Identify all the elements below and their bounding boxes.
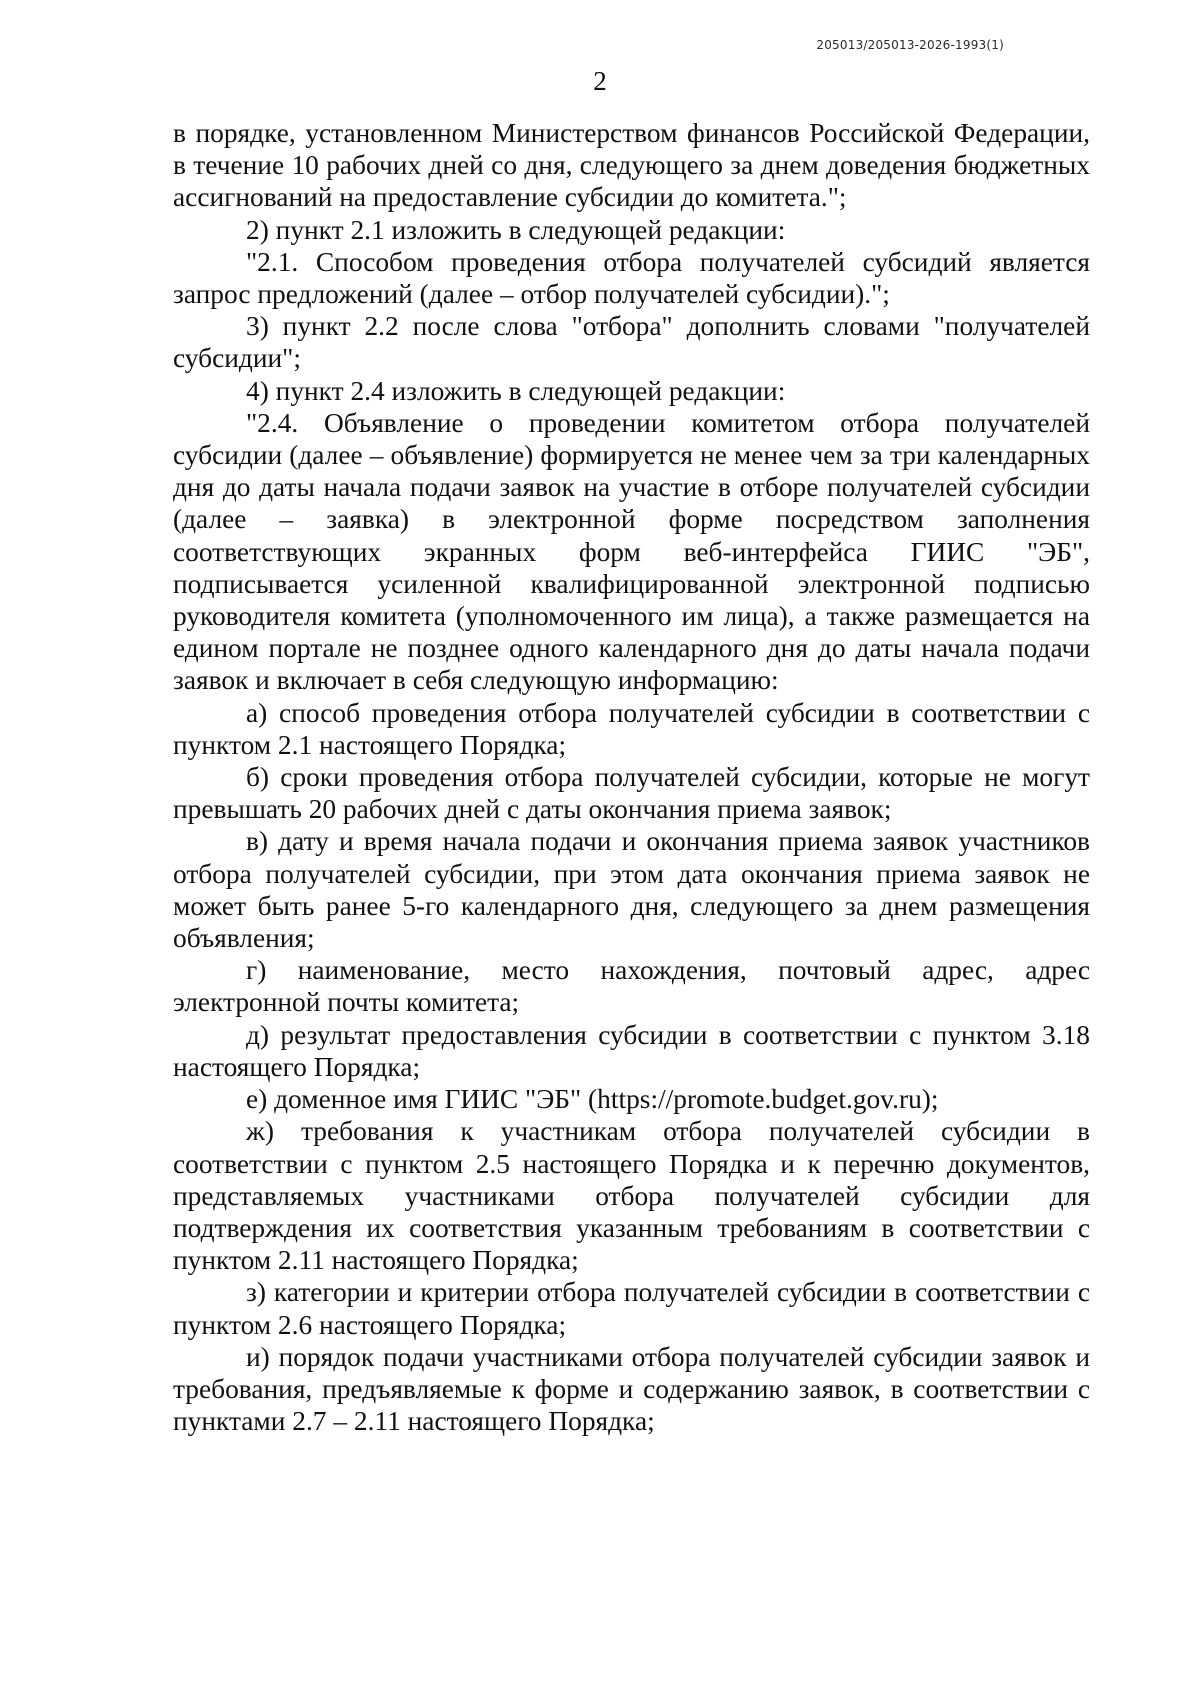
paragraph-continuation: в порядке, установленном Министерством финансов Российской Федерации, в течение 10 рабочих дней со дня, следующего за днем доведения бюджетных ассигнований на предоставление субсидии до комитета."; [173,118,1090,213]
list-item-v: в) дату и время начала подачи и окончания приема заявок участников отбора получателей субсидии, при этом дата окончания приема заявок не может быть ранее 5-го календарного дня, следующего за днем размещения объявления; [173,826,1090,954]
list-item-d: д) результат предоставления субсидии в соответствии с пунктом 3.18 настоящего Порядка; [173,1019,1090,1082]
list-item-zh: ж) требования к участникам отбора получателей субсидии в соответствии с пунктом 2.5 настоящего Порядка и к перечню документов, представляемых участниками отбора получателей субсидии для подтверждения их соответствия указанным требованиям в соответствии с пунктом 2.11 настоящего Порядка; [173,1116,1090,1276]
document-registration-code: 205013/205013-2026-1993(1) [816,38,1004,52]
document-body [173,117,1090,1437]
list-item-a: а) способ проведения отбора получателей субсидии в соответствии с пунктом 2.1 настоящего Порядка; [173,697,1090,760]
list-item-g: г) наименование, место нахождения, почтовый адрес, адрес электронной почты комитета; [173,955,1090,1018]
page-number: 2 [593,66,607,96]
list-item-b: б) сроки проведения отбора получателей субсидии, которые не могут превышать 20 рабочих дней с даты окончания приема заявок; [173,762,1090,825]
paragraph-clause-2-1: "2.1. Способом проведения отбора получателей субсидий является запрос предложений (далее – отбор получателей субсидии)."; [173,246,1090,310]
paragraph-item-4: 4) пункт 2.4 изложить в следующей редакции: [246,375,786,406]
paragraph-clause-2-4: "2.4. Объявление о проведении комитетом отбора получателей субсидии (далее – объявление) формируется не менее чем за три календарных дня до даты начала подачи заявок на участие в отборе получателей субсидии (далее – заявка) в электронной форме посредством заполнения соответствующих экранных форм веб-интерфейса ГИИС "ЭБ", подписывается усиленной квалифицированной электронной подписью руководителя комитета (уполномоченного им лица), а также размещается на едином портале не позднее одного календарного дня до даты начала подачи заявок и включает в себя следующую информацию: [173,407,1090,696]
paragraph-item-3: 3) пункт 2.2 после слова "отбора" дополнить словами "получателей субсидии"; [173,311,1090,374]
list-item-i: и) порядок подачи участниками отбора получателей субсидии заявок и требования, предъявляемые к форме и содержанию заявок, в соответствии с пунктами 2.7 – 2.11 настоящего Порядка; [173,1341,1090,1437]
list-item-e: е) доменное имя ГИИС "ЭБ" (https://promote.budget.gov.ru); [246,1084,939,1115]
list-item-z: з) категории и критерии отбора получателей субсидии в соответствии с пунктом 2.6 настоящего Порядка; [173,1277,1090,1340]
paragraph-item-2: 2) пункт 2.1 изложить в следующей редакции: [246,214,786,245]
